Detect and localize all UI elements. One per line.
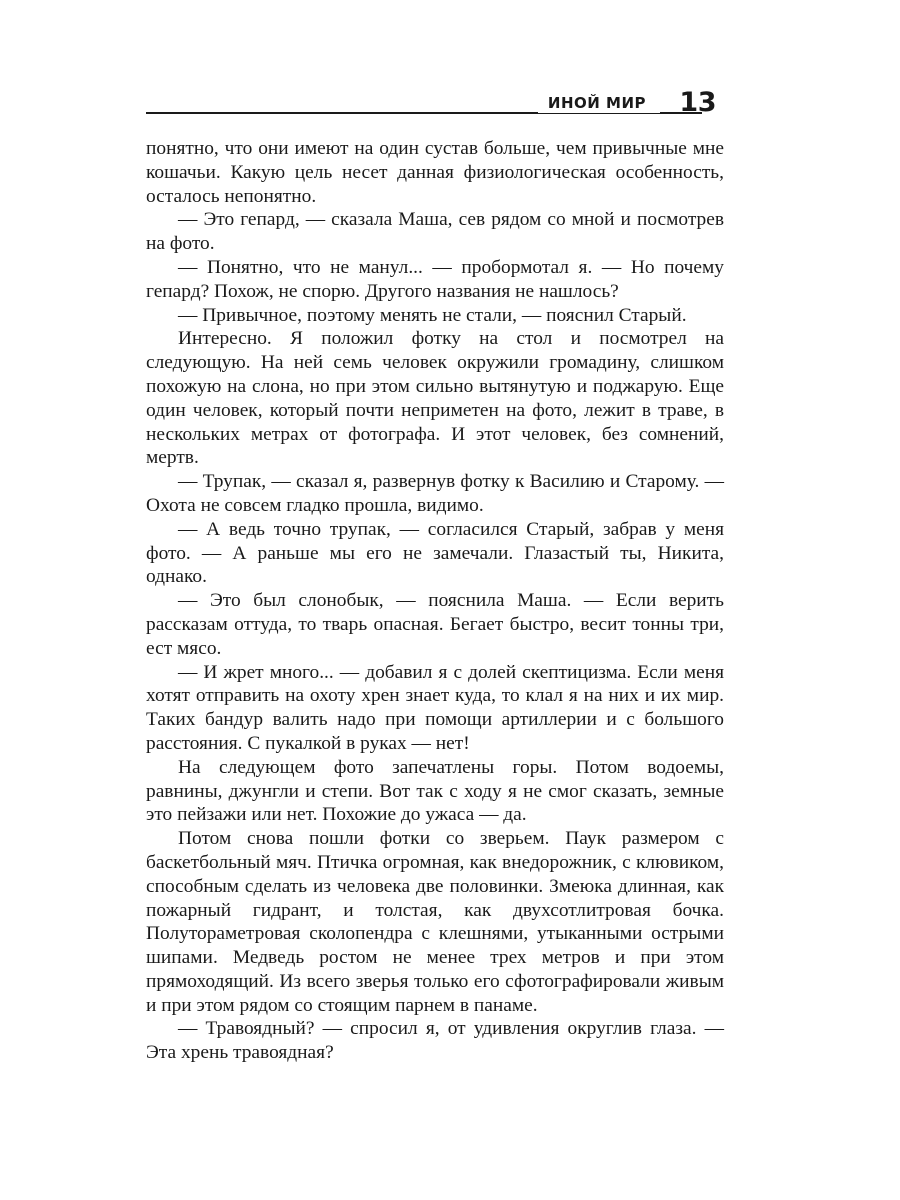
paragraph: — Травоядный? — спросил я, от удивления округлив глаза. — Эта хрень травоядная? bbox=[146, 1018, 724, 1064]
paragraph: Потом снова пошли фотки со зверьем. Паук размером с баскетбольный мяч. Птичка огромная, как внедорожник, с клювиком, способным сделать из человека две половинки. Змеюка длинная, как пожарный гидрант, и толстая, как двухсотлитровая бочка. Полутораметровая сколопендра с клешнями, утыканными острыми шипами. Медведь ростом не менее трех метров и при этом прямоходящий. Из всего зверья только его сфотографировали живым и при этом рядом со стоящим парнем в панаме. bbox=[146, 828, 724, 1016]
paragraph: — Понятно, что не манул... — пробормотал я. — Но почему гепард? Похож, не спорю. Другого названия не нашлось? bbox=[146, 256, 724, 302]
page-number: 13 bbox=[679, 87, 716, 118]
paragraph: Интересно. Я положил фотку на стол и посмотрел на следующую. На ней семь человек окружили громадину, слишком похожую на слона, но при этом сильно вытянутую и поджарую. Еще один человек, который почти неприметен на фото, лежит в траве, в нескольких метрах от фотографа. И этот человек, без сомнений, мертв. bbox=[146, 328, 724, 469]
paragraph: — Это гепард, — сказала Маша, сев рядом со мной и посмотрев на фото. bbox=[146, 209, 724, 255]
paragraph: На следующем фото запечатлены горы. Потом водоемы, равнины, джунгли и степи. Вот так с ходу я не смог сказать, земные это пейзажи или нет. Похожие до ужаса — да. bbox=[146, 756, 724, 826]
paragraph: — И жрет много... — добавил я с долей скептицизма. Если меня хотят отправить на охоту хрен знает куда, то клал я на них и их мир. Таких бандур валить надо при помощи артиллерии и с большого расстояния. С пукалкой в руках — нет! bbox=[146, 661, 724, 754]
page-body bbox=[146, 137, 724, 1065]
paragraph: — Привычное, поэтому менять не стали, — пояснил Старый. bbox=[178, 304, 687, 326]
paragraph: — Трупак, — сказал я, развернув фотку к Василию и Старому. — Охота не совсем гладко прошла, видимо. bbox=[146, 471, 724, 516]
running-header bbox=[146, 86, 756, 126]
running-title: ИНОЙ МИР bbox=[538, 93, 660, 113]
paragraph: — А ведь точно трупак, — согласился Старый, забрав у меня фото. — А раньше мы его не замечали. Глазастый ты, Никита, однако. bbox=[146, 518, 724, 588]
paragraph: понятно, что они имеют на один сустав больше, чем привычные мне кошачьи. Какую цель несет данная физиологическая особенность, осталось непонятно. bbox=[146, 138, 724, 207]
paragraph: — Это был слонобык, — пояснила Маша. — Если верить рассказам оттуда, то тварь опасная. Бегает быстро, весит тонны три, ест мясо. bbox=[146, 590, 724, 659]
